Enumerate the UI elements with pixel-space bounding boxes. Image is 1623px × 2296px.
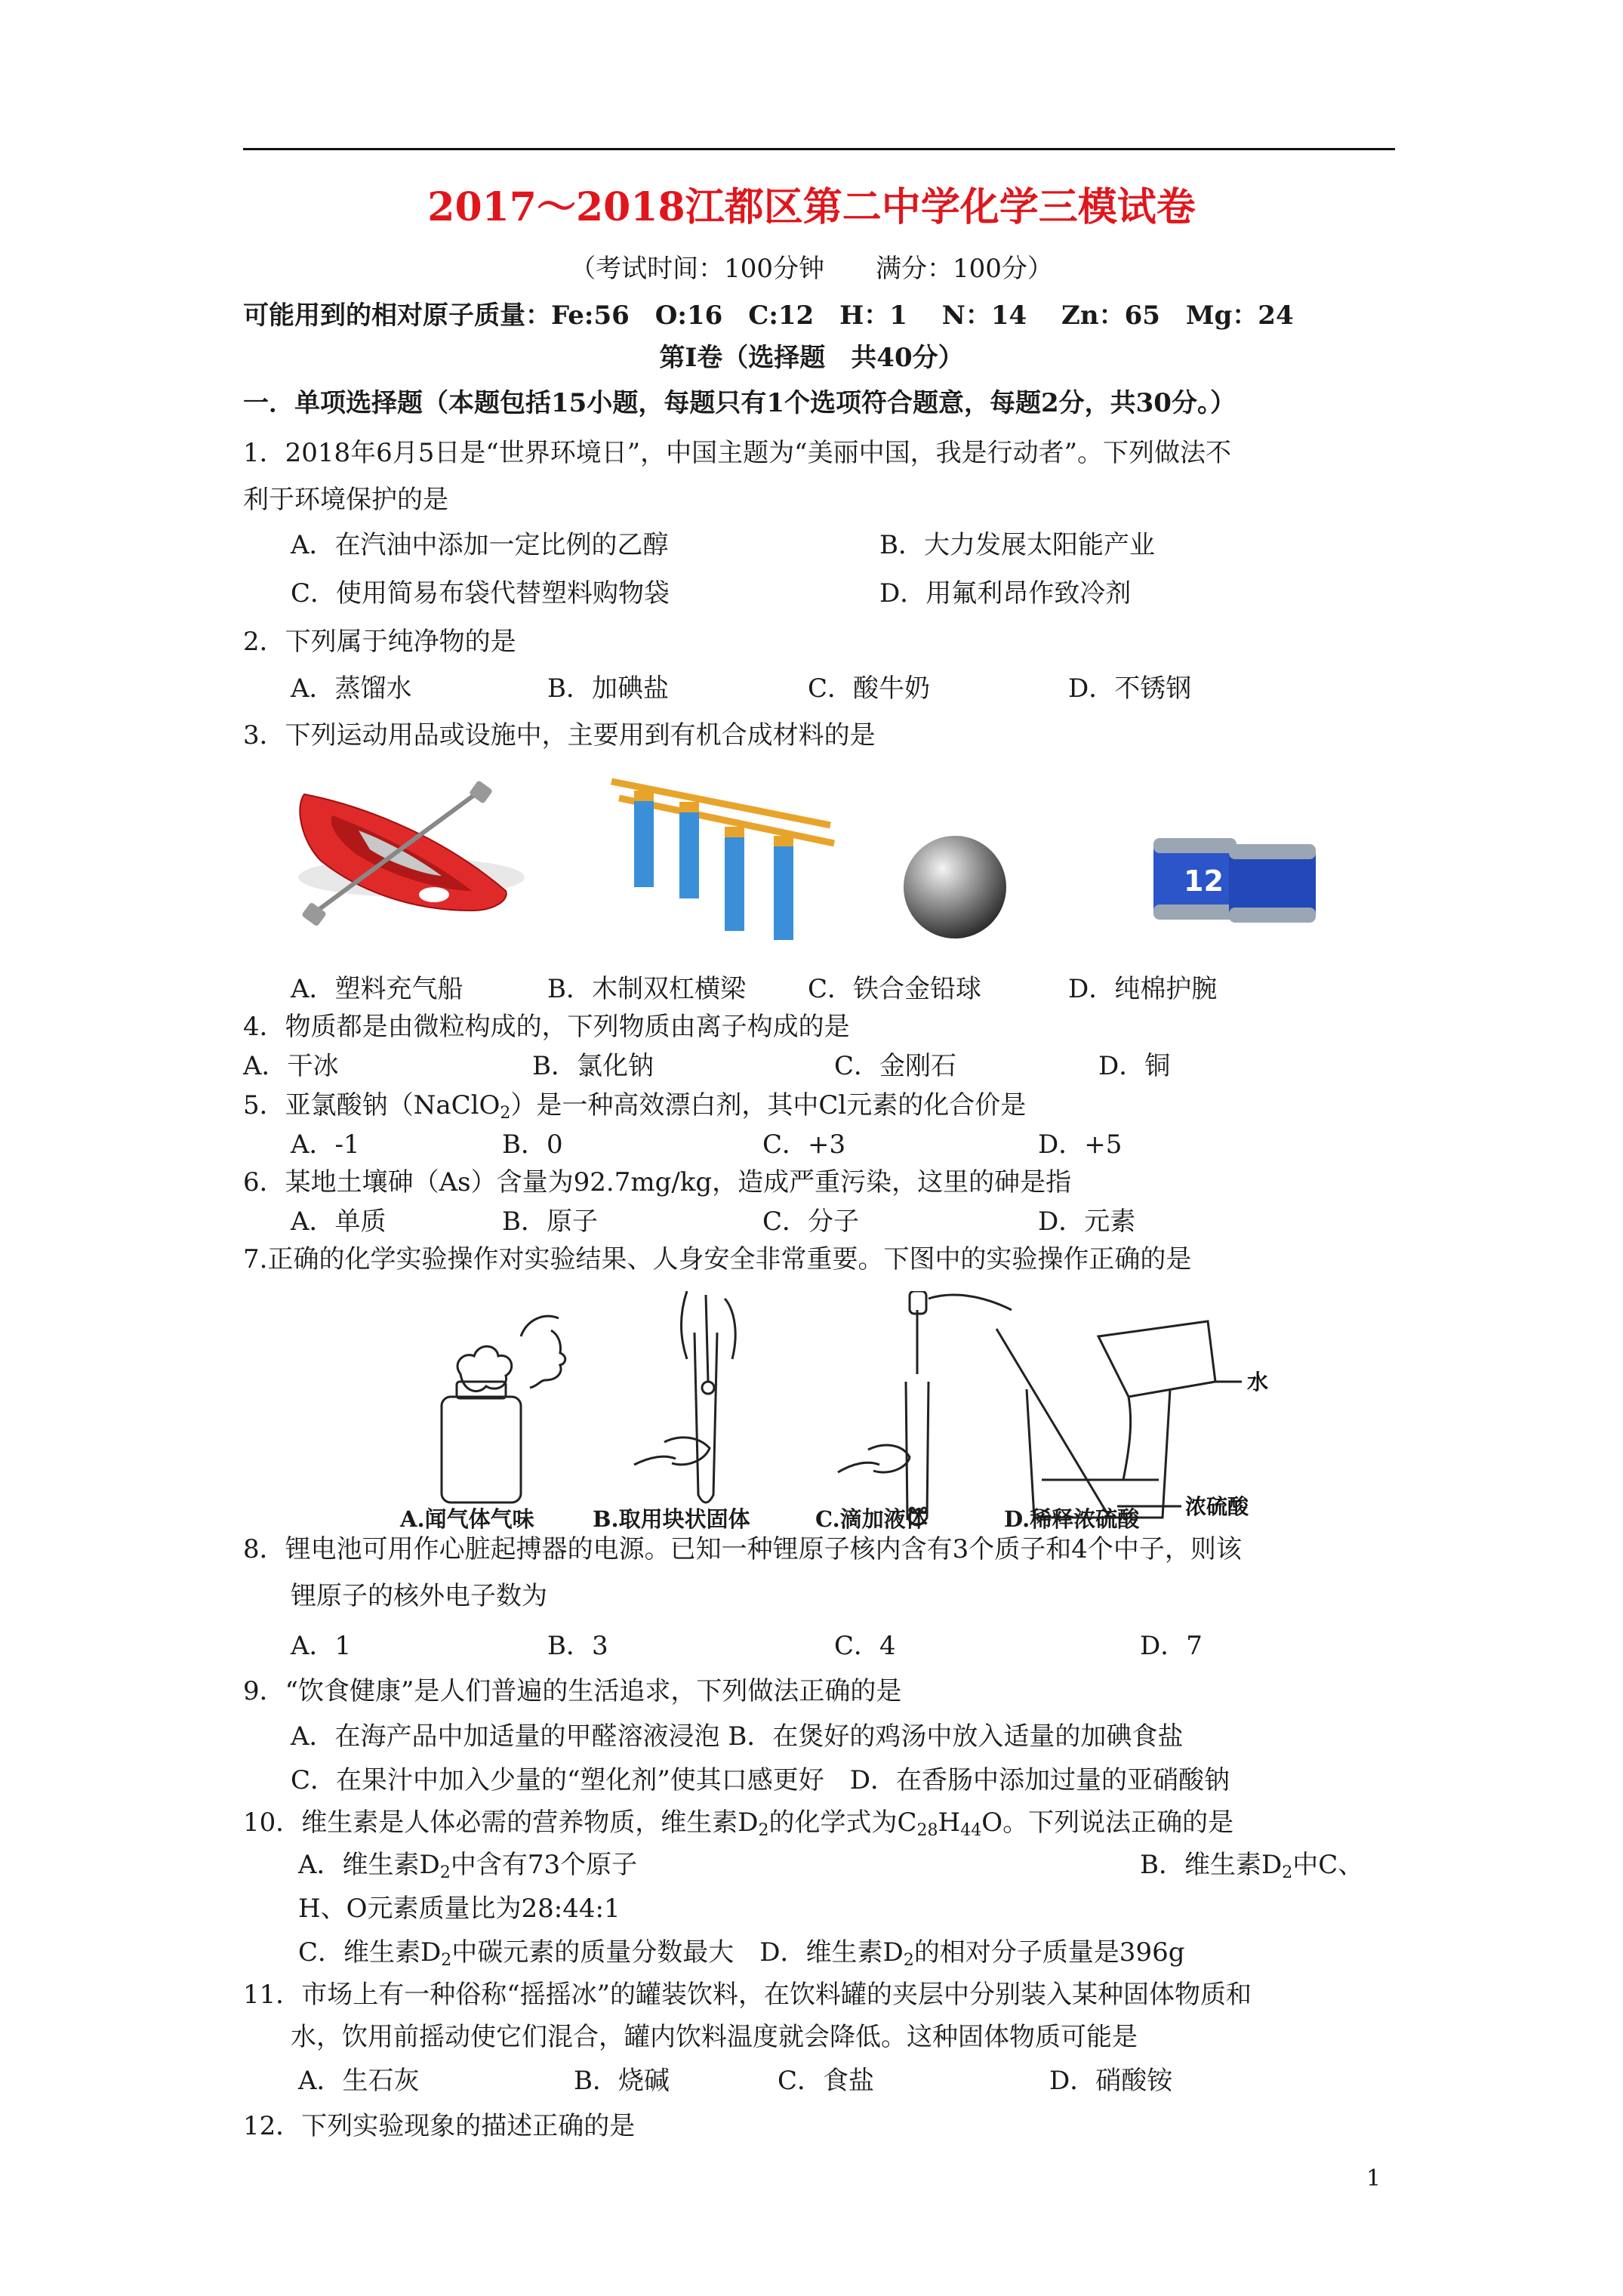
q11-option-b: B．烧碱 <box>574 2066 670 2096</box>
q4-option-b: B．氯化钠 <box>532 1051 654 1081</box>
q1-stem-line1: 1．2018年6月5日是“世界环境日”，中国主题为“美丽中国，我是行动者”。下列做法不 <box>243 438 1231 468</box>
page-number: 1 <box>1366 2165 1381 2192</box>
q10-stem: 10．维生素是人体必需的营养物质，维生素$D_2$的化学式为$C_{28}H_{44}O$。下列说法正确的是 <box>243 1808 1234 1840</box>
q2-option-c: C．酸牛奶 <box>808 673 931 704</box>
q10-option-b: B．维生素$D_2$中C、 <box>1140 1850 1364 1882</box>
q12-stem: 12．下列实验现象的描述正确的是 <box>243 2111 636 2141</box>
q1-option-b: B．大力发展太阳能产业 <box>879 530 1155 560</box>
section-title: 第Ⅰ卷（选择题 共40分） <box>659 343 964 373</box>
q7-caption-d: D.稀释浓硫酸 <box>1004 1506 1140 1532</box>
q1-option-d: D．用氟利昂作致冷剂 <box>879 578 1132 609</box>
q3-stem: 3．下列运动用品或设施中，主要用到有机合成材料的是 <box>243 720 876 750</box>
q6-option-c: C．分子 <box>762 1207 860 1237</box>
q4-option-a: A．干冰 <box>243 1051 339 1081</box>
q3-option-d: D．纯棉护腕 <box>1068 974 1218 1004</box>
q10-option-b-cont: H、O元素质量比为28:44:1 <box>298 1894 621 1924</box>
q7-caption-c: C.滴加液体 <box>815 1506 928 1532</box>
parallel-bars-image <box>604 766 845 955</box>
label-acid: 浓硫酸 <box>1185 1494 1249 1519</box>
q9-stem: 9．“饮食健康”是人们普遍的生活追求，下列做法正确的是 <box>243 1676 902 1706</box>
q8-option-a: A．1 <box>291 1631 352 1661</box>
q8-option-c: C．4 <box>834 1631 896 1661</box>
inflatable-boat-image <box>291 778 540 929</box>
atomic-masses: 可能用到的相对原子质量：Fe:56 O:16 C:12 H：1 N：14 Zn：65 Mg：24 <box>243 300 1294 331</box>
q9-options-cd: C．在果汁中加入少量的“塑化剂”使其口感更好 D．在香肠中添加过量的亚硝酸钠 <box>291 1765 1230 1795</box>
q1-stem-line2: 利于环境保护的是 <box>243 485 448 515</box>
wristband-number: 12 <box>1184 864 1224 898</box>
q8-option-d: D．7 <box>1140 1631 1203 1661</box>
q5-stem: 5．亚氯酸钠（NaClO$_2$）是一种高效漂白剂，其中Cl元素的化合价是 <box>243 1090 1027 1123</box>
q6-option-a: A．单质 <box>291 1207 387 1237</box>
q4-option-d: D．铜 <box>1098 1051 1171 1081</box>
q5-option-b: B．0 <box>502 1130 563 1160</box>
q7-caption-b: B.取用块状固体 <box>593 1506 750 1532</box>
q5-option-c: C．+3 <box>762 1130 846 1160</box>
q6-option-d: D．元素 <box>1038 1207 1136 1237</box>
q8-stem-line2: 锂原子的核外电子数为 <box>291 1581 547 1611</box>
shot-put-ball-image <box>898 831 1012 944</box>
q2-option-b: B．加碘盐 <box>547 673 669 704</box>
q7-stem: 7.正确的化学实验操作对实验结果、人身安全非常重要。下图中的实验操作正确的是 <box>243 1244 1192 1274</box>
part1-heading: 一．单项选择题（本题包括15小题，每题只有1个选项符合题意，每题2分，共30分。） <box>243 388 1236 418</box>
q4-stem: 4．物质都是由微粒构成的，下列物质由离子构成的是 <box>243 1012 850 1042</box>
q11-option-d: D．硝酸铵 <box>1049 2066 1173 2096</box>
q2-option-d: D．不锈钢 <box>1068 673 1192 704</box>
q10-option-a: A．维生素$D_2$中含有73个原子 <box>298 1850 638 1882</box>
q5-option-d: D．+5 <box>1038 1130 1123 1160</box>
wristband-image <box>1147 823 1321 936</box>
q7-caption-a: A.闻气体气味 <box>400 1506 534 1532</box>
q8-option-b: B．3 <box>547 1631 608 1661</box>
q2-option-a: A．蒸馏水 <box>291 673 412 704</box>
q11-stem-line1: 11．市场上有一种俗称“摇摇冰”的罐装饮料，在饮料罐的夹层中分别装入某种固体物质和 <box>243 1980 1252 2010</box>
q5-option-a: A．-1 <box>291 1130 360 1160</box>
label-water: 水 <box>1247 1370 1269 1395</box>
page-title: 2017～2018江都区第二中学化学三模试卷 <box>427 184 1196 230</box>
q4-option-c: C．金刚石 <box>834 1051 957 1081</box>
q2-stem: 2．下列属于纯净物的是 <box>243 627 516 657</box>
top-rule <box>243 148 1395 150</box>
q9-options-ab: A．在海产品中加适量的甲醛溶液浸泡 B．在煲好的鸡汤中放入适量的加碘食盐 <box>291 1721 1184 1752</box>
q10-options-cd: C．维生素$D_2$中碳元素的质量分数最大 D．维生素$D_2$的相对分子质量是396g <box>298 1937 1185 1970</box>
q3-option-b: B．木制双杠横梁 <box>547 974 746 1004</box>
q6-option-b: B．原子 <box>502 1207 598 1237</box>
q1-option-c: C．使用简易布袋代替塑料购物袋 <box>291 578 670 609</box>
q8-stem-line1: 8．锂电池可用作心脏起搏器的电源。已知一种锂原子核内含有3个质子和4个中子，则该 <box>243 1534 1242 1564</box>
q6-stem: 6．某地土壤砷（As）含量为92.7mg/kg，造成严重污染，这里的砷是指 <box>243 1167 1072 1197</box>
q3-option-c: C．铁合金铅球 <box>808 974 982 1004</box>
q11-stem-line2: 水，饮用前摇动使它们混合，罐内饮料温度就会降低。这种固体物质可能是 <box>291 2022 1138 2052</box>
q11-option-a: A．生石灰 <box>298 2066 420 2096</box>
q11-option-c: C．食盐 <box>778 2066 875 2096</box>
exam-info: （考试时间：100分钟 满分：100分） <box>570 254 1053 284</box>
q1-option-a: A．在汽油中添加一定比例的乙醇 <box>291 530 669 560</box>
q3-option-a: A．塑料充气船 <box>291 974 463 1004</box>
